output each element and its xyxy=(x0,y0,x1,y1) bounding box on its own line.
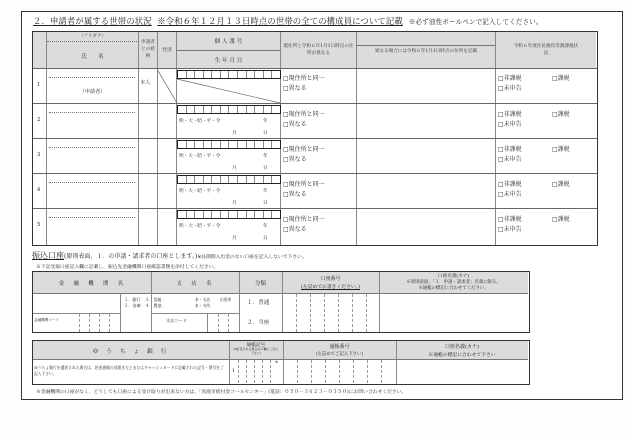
non-taxable-checkbox[interactable]: □非課税 xyxy=(498,111,522,118)
era-options[interactable]: 明・大・昭・平・令 xyxy=(179,224,221,229)
year-label: 年 xyxy=(263,189,268,194)
year-label: 年 xyxy=(263,119,268,124)
furigana-line xyxy=(49,182,135,183)
furigana-line xyxy=(49,77,135,78)
my-number-field[interactable] xyxy=(177,175,281,184)
header-branch: 支 店 名 xyxy=(176,281,214,287)
era-options[interactable]: 明・大・昭・平・令 xyxy=(179,119,221,124)
transfer-account-note: (原則表面、１．の申請・請求者の口座とします。) xyxy=(64,253,198,260)
institution-code-label: 金融機関コード xyxy=(34,318,60,322)
household-table xyxy=(32,31,598,246)
account-number-field[interactable] xyxy=(282,294,379,332)
divider xyxy=(33,208,597,209)
divider xyxy=(356,32,357,69)
dormant-account-note: ※長期間入出金のない口座を記入しないで下さい。 xyxy=(197,255,307,260)
branch-type-option[interactable]: 本・支店 xyxy=(195,297,211,302)
transfer-account-heading: 振込口座 xyxy=(32,251,64,260)
header-my-number: 個 人 番 号 xyxy=(214,39,243,45)
bank-account-table xyxy=(32,271,530,333)
divider xyxy=(176,50,280,51)
header-account-number-note: (左詰めでお書きください。) xyxy=(301,285,360,290)
header-yucho-holder-note: ※通帳の標記に合わせて下さい xyxy=(428,353,496,358)
address-same-checkbox[interactable]: □現住所と同一 xyxy=(283,111,325,118)
divider xyxy=(356,45,495,46)
header-different-address: 異なる場合には令和６年1月1日時点の住所を記載 xyxy=(374,49,478,54)
my-number-field[interactable] xyxy=(177,140,281,149)
year-label: 年 xyxy=(263,154,268,159)
non-taxable-checkbox[interactable]: □非課税 xyxy=(498,146,522,153)
address-different-checkbox[interactable]: □異なる xyxy=(283,85,307,92)
header-holder-note-1: ※原則表面、「１．申請・請求者」名義に限る。 xyxy=(406,280,501,285)
taxable-checkbox[interactable]: □課税 xyxy=(552,216,570,223)
branch-name-field[interactable] xyxy=(151,294,193,313)
address-same-checkbox[interactable]: □現住所と同一 xyxy=(283,181,325,188)
divider xyxy=(356,69,357,245)
institution-code-field[interactable] xyxy=(69,314,120,332)
taxable-checkbox[interactable]: □課税 xyxy=(552,75,570,82)
era-options[interactable]: 明・大・昭・平・令 xyxy=(179,154,221,159)
not-filed-checkbox[interactable]: □未申告 xyxy=(498,226,522,233)
not-filed-checkbox[interactable]: □未申告 xyxy=(498,85,522,92)
taxable-checkbox[interactable]: □課税 xyxy=(552,146,570,153)
section-heading: 申請者が属する世帯の状況 xyxy=(49,16,152,26)
non-taxable-checkbox[interactable]: □非課税 xyxy=(498,181,522,188)
divider xyxy=(33,138,597,139)
furigana-line xyxy=(47,41,137,42)
my-number-field[interactable] xyxy=(177,210,281,219)
header-institution: 金 融 機 関 名 xyxy=(58,281,126,287)
symbol-prefix: 1 xyxy=(232,368,236,374)
address-different-checkbox[interactable]: □異なる xyxy=(283,156,307,163)
row-number: 5 xyxy=(37,222,41,228)
row-number: 2 xyxy=(37,117,41,123)
institution-type-option[interactable]: １．銀行 ３．信組 xyxy=(124,297,162,302)
symbol-mark: ※ xyxy=(275,360,279,364)
not-filed-checkbox[interactable]: □未申告 xyxy=(498,156,522,163)
divider xyxy=(33,173,597,174)
furigana-line xyxy=(49,217,135,218)
address-same-checkbox[interactable]: □現住所と同一 xyxy=(283,75,325,82)
passbook-number-field[interactable] xyxy=(284,360,396,383)
my-number-field[interactable] xyxy=(177,105,281,114)
branch-code-label: 支店コード xyxy=(166,318,187,323)
header-type: 分類 xyxy=(255,281,266,287)
taxable-checkbox[interactable]: □課税 xyxy=(552,111,570,118)
furigana-line xyxy=(49,147,135,148)
header-yucho-holder: 口座名義(カナ) xyxy=(445,344,479,350)
not-filed-checkbox[interactable]: □未申告 xyxy=(498,121,522,128)
section-number: ２． xyxy=(33,16,50,26)
footer-note: ※金融機関の口座がなく、どうしても口座による受け取りが出来ない方は、「真庭市給付金コールセンター」(電話：０５０－３６２３－０３５０)にお問い合わせください。 xyxy=(36,390,407,395)
day-label: 日 xyxy=(263,236,268,241)
taxable-checkbox[interactable]: □課税 xyxy=(552,181,570,188)
yucho-holder-field[interactable] xyxy=(397,360,528,383)
month-label: 月 xyxy=(232,166,237,171)
address-same-checkbox[interactable]: □現住所と同一 xyxy=(283,146,325,153)
name-field[interactable]: （申請者） xyxy=(79,89,106,95)
header-symbol: 通帳記号 xyxy=(246,343,266,348)
day-label: 日 xyxy=(263,131,268,136)
day-label: 日 xyxy=(263,201,268,206)
header-holder: 口座名義(カナ) xyxy=(437,274,470,279)
header-tax-status: 令和６年度住民税均等割課税状況 xyxy=(513,44,579,57)
relation-field[interactable]: 本人 xyxy=(140,80,151,86)
header-same-address: 現住所と令和６年1月1日時点の住所が異なる xyxy=(283,44,354,57)
divider xyxy=(33,103,597,104)
header-passbook-number-note: (左詰めでご記入下さい) xyxy=(315,352,364,357)
furigana-line xyxy=(49,112,135,113)
institution-type-option[interactable]: ２．金庫 ４．農協 xyxy=(124,303,162,308)
month-label: 月 xyxy=(232,201,237,206)
header-relation: 申請者との続柄 xyxy=(141,40,155,59)
yucho-title: ゆ う ち ょ 銀 行 xyxy=(92,349,170,355)
row-number: 4 xyxy=(37,187,41,193)
account-type-checking[interactable]: ２．当座 xyxy=(247,320,270,326)
section-title xyxy=(33,15,543,27)
header-birth-date: 生 年 月 日 xyxy=(214,58,243,64)
yucho-bank-table xyxy=(32,340,530,385)
yucho-instruction: ゆうちょ銀行を選択された場合は、貯金通帳の見開き左上またはキャッシュカードに記載された記号・番号をご記入下さい。 xyxy=(34,365,224,377)
institution-name-field[interactable] xyxy=(33,294,120,313)
month-label: 月 xyxy=(232,131,237,136)
month-label: 月 xyxy=(232,236,237,241)
header-passbook-number: 通帳番号 xyxy=(329,344,350,350)
day-label: 日 xyxy=(263,166,268,171)
divider xyxy=(33,68,597,69)
document-note: ※下記受取口座記入欄に記載し、振込先金融機関口座確認書類を添付してください。 xyxy=(36,265,219,270)
transfer-account-heading-line xyxy=(32,250,307,261)
header-name: 氏 名 xyxy=(81,54,104,60)
row-number: 3 xyxy=(37,152,41,158)
account-holder-field[interactable] xyxy=(380,294,528,332)
pen-note: ※必ず油性ボールペンで記入してください。 xyxy=(408,18,543,26)
address-same-checkbox[interactable]: □現住所と同一 xyxy=(283,216,325,223)
row-number: 1 xyxy=(37,82,41,88)
address-different-checkbox[interactable]: □異なる xyxy=(283,121,307,128)
account-type-ordinary[interactable]: １．普通 xyxy=(247,300,270,306)
branch-extra-option[interactable]: 出張所 xyxy=(220,297,232,302)
non-taxable-checkbox[interactable]: □非課税 xyxy=(498,216,522,223)
branch-type-option[interactable]: 本・支所 xyxy=(195,303,211,308)
not-filed-checkbox[interactable]: □未申告 xyxy=(498,191,522,198)
header-furigana: （フリガナ） xyxy=(78,34,107,39)
header-account-number: 口座番号 xyxy=(320,276,341,282)
passbook-symbol-field[interactable] xyxy=(230,360,283,383)
branch-code-field[interactable] xyxy=(208,314,239,332)
my-number-field[interactable] xyxy=(177,70,281,79)
non-taxable-checkbox[interactable]: □非課税 xyxy=(498,75,522,82)
header-holder-note-2: ※通帳の標記に合わせてください。 xyxy=(418,286,489,291)
address-different-checkbox[interactable]: □異なる xyxy=(283,191,307,198)
address-different-checkbox[interactable]: □異なる xyxy=(283,226,307,233)
divider xyxy=(120,293,121,332)
header-symbol-note: (6桁目がある場合は※欄にご記入下さい) xyxy=(233,347,279,355)
section-reference: ※令和６年１２月１３日時点の世帯の全ての構成員について記載 xyxy=(157,16,403,26)
year-label: 年 xyxy=(263,224,268,229)
header-sex: 性別 xyxy=(162,48,172,53)
era-options[interactable]: 明・大・昭・平・令 xyxy=(179,189,221,194)
